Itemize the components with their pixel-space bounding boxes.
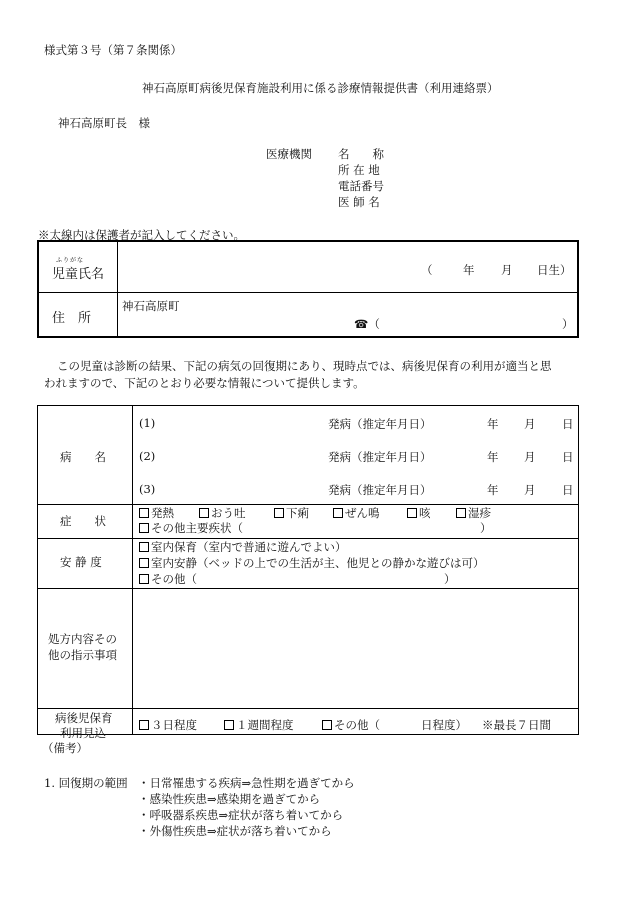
prescription-label-1: 処方内容その: [48, 632, 117, 646]
rest-other-close: ）: [444, 572, 456, 586]
rest-indoor-play-label: 室内保育（室内で普通に遊んでよい）: [151, 540, 347, 554]
outlook-other-unit: 日程度）: [421, 718, 467, 732]
addressee: 神石高原町長 様: [58, 116, 150, 130]
checkbox-icon: [224, 720, 234, 730]
symptom-cough[interactable]: [407, 505, 431, 521]
outlook-other[interactable]: [322, 717, 380, 733]
rest-level-label: 安 静 度: [60, 555, 102, 569]
disease-2-year: 年: [487, 450, 499, 464]
symptom-fever-label: 発熱: [151, 506, 174, 520]
rest-other[interactable]: [139, 571, 197, 587]
institution-address-field: 所 在 地: [338, 163, 380, 177]
outlook-3days-label: ３日程度: [151, 718, 197, 732]
phone-input[interactable]: [372, 312, 552, 330]
outlook-max-note: ※最長７日間: [482, 718, 551, 732]
symptom-diarrhea[interactable]: [274, 505, 309, 521]
child-name-label: 児童氏名: [52, 267, 105, 282]
checkbox-icon: [139, 574, 149, 584]
disease-2-number: (2): [139, 449, 156, 463]
disease-1-day: 日: [562, 417, 574, 431]
outlook-label-2: 利用見込: [60, 726, 106, 740]
symptoms-label: 症 状: [60, 514, 106, 528]
checkbox-icon: [199, 508, 209, 518]
symptom-vomiting[interactable]: [199, 505, 246, 521]
disease-3-number: (3): [139, 482, 156, 496]
symptom-other-close: ）: [480, 521, 492, 535]
symptom-cough-label: 咳: [419, 506, 431, 520]
disease-3-month: 月: [524, 483, 536, 497]
address-value: 神石高原町: [122, 299, 180, 313]
birth-open: （: [421, 263, 433, 277]
checkbox-icon: [139, 508, 149, 518]
disease-3-year: 年: [487, 483, 499, 497]
rest-other-label: その他（: [151, 572, 197, 586]
disease-1-number: (1): [139, 416, 156, 430]
remarks-item-4: ・外傷性疾患⇒症状が落ち着いてから: [138, 824, 332, 838]
prescription-label-2: 他の指示事項: [48, 648, 117, 662]
symptom-fever[interactable]: [139, 505, 174, 521]
document-title: 神石高原町病後児保育施設利用に係る診療情報提供書（利用連絡票）: [142, 81, 499, 95]
symptom-rash-label: 湿疹: [468, 506, 491, 520]
form-number: 様式第３号（第７条関係）: [44, 43, 182, 57]
birth-year-input[interactable]: [438, 258, 462, 278]
birth-month-unit: 月: [501, 263, 513, 277]
birth-year-unit: 年: [463, 263, 475, 277]
child-name-input[interactable]: [124, 256, 404, 278]
rest-indoor-rest-label: 室内安静（ベッドの上での生活が主、他児との静かな遊びは可）: [151, 556, 485, 570]
remarks-label: （備考）: [42, 741, 88, 755]
prescription-input[interactable]: [136, 592, 574, 702]
outlook-3days[interactable]: [139, 717, 197, 733]
remarks-item-label: 1. 回復期の範囲: [44, 776, 128, 790]
rest-indoor-rest[interactable]: [139, 555, 485, 571]
checkbox-icon: [456, 508, 466, 518]
intro-text-line1: この児童は診断の結果、下記の病気の回復期にあり、現時点では、病後児保育の利用が適当と思: [57, 359, 552, 373]
disease-2-day: 日: [562, 450, 574, 464]
checkbox-icon: [322, 720, 332, 730]
checkbox-icon: [407, 508, 417, 518]
birth-day-unit: 日生）: [537, 263, 572, 277]
disease-2-onset-label: 発病（推定年月日）: [328, 450, 432, 464]
disease-1-onset-label: 発病（推定年月日）: [328, 417, 432, 431]
institution-name-field: 名 称: [338, 147, 384, 161]
phone-label: ☎（: [354, 317, 380, 331]
disease-3-day: 日: [562, 483, 574, 497]
symptom-wheezing[interactable]: [333, 505, 380, 521]
address-label: 住 所: [52, 311, 92, 326]
checkbox-icon: [333, 508, 343, 518]
checkbox-icon: [139, 523, 149, 533]
symptom-other[interactable]: [139, 520, 243, 536]
symptom-other-label: その他主要疾状（: [151, 521, 243, 535]
checkbox-icon: [139, 720, 149, 730]
remarks-item-1: ・日常罹患する疾病⇒急性期を過ぎてから: [138, 776, 355, 790]
remarks-item-3: ・呼吸器系疾患⇒症状が落ち着いてから: [138, 808, 344, 822]
disease-2-month: 月: [524, 450, 536, 464]
outlook-label-1: 病後児保育: [55, 711, 113, 725]
rest-indoor-play[interactable]: [139, 539, 347, 555]
checkbox-icon: [139, 542, 149, 552]
checkbox-icon: [274, 508, 284, 518]
phone-close: ）: [562, 317, 574, 331]
doctor-name-field: 医 師 名: [338, 195, 380, 209]
remarks-item-2: ・感染性疾患⇒感染期を過ぎてから: [138, 792, 321, 806]
outlook-1week[interactable]: [224, 717, 294, 733]
disease-1-month: 月: [524, 417, 536, 431]
disease-label: 病 名: [60, 450, 106, 464]
disease-1-year: 年: [487, 417, 499, 431]
symptom-vomiting-label: おう吐: [211, 506, 246, 520]
disease-3-onset-label: 発病（推定年月日）: [328, 483, 432, 497]
guardian-note: ※太線内は保護者が記入してください。: [38, 228, 245, 242]
child-name-ruby: ふりがな: [56, 257, 85, 264]
symptom-diarrhea-label: 下痢: [286, 506, 309, 520]
medical-institution-label: 医療機関: [266, 147, 312, 161]
outlook-other-label: その他（: [334, 718, 380, 732]
intro-text-line2: われますので、下記のとおり必要な情報について提供します。: [44, 376, 365, 390]
institution-phone-field: 電話番号: [338, 179, 384, 193]
outlook-1week-label: １週間程度: [236, 718, 294, 732]
symptom-wheezing-label: ぜん鳴: [345, 506, 380, 520]
symptom-rash[interactable]: [456, 505, 491, 521]
checkbox-icon: [139, 558, 149, 568]
